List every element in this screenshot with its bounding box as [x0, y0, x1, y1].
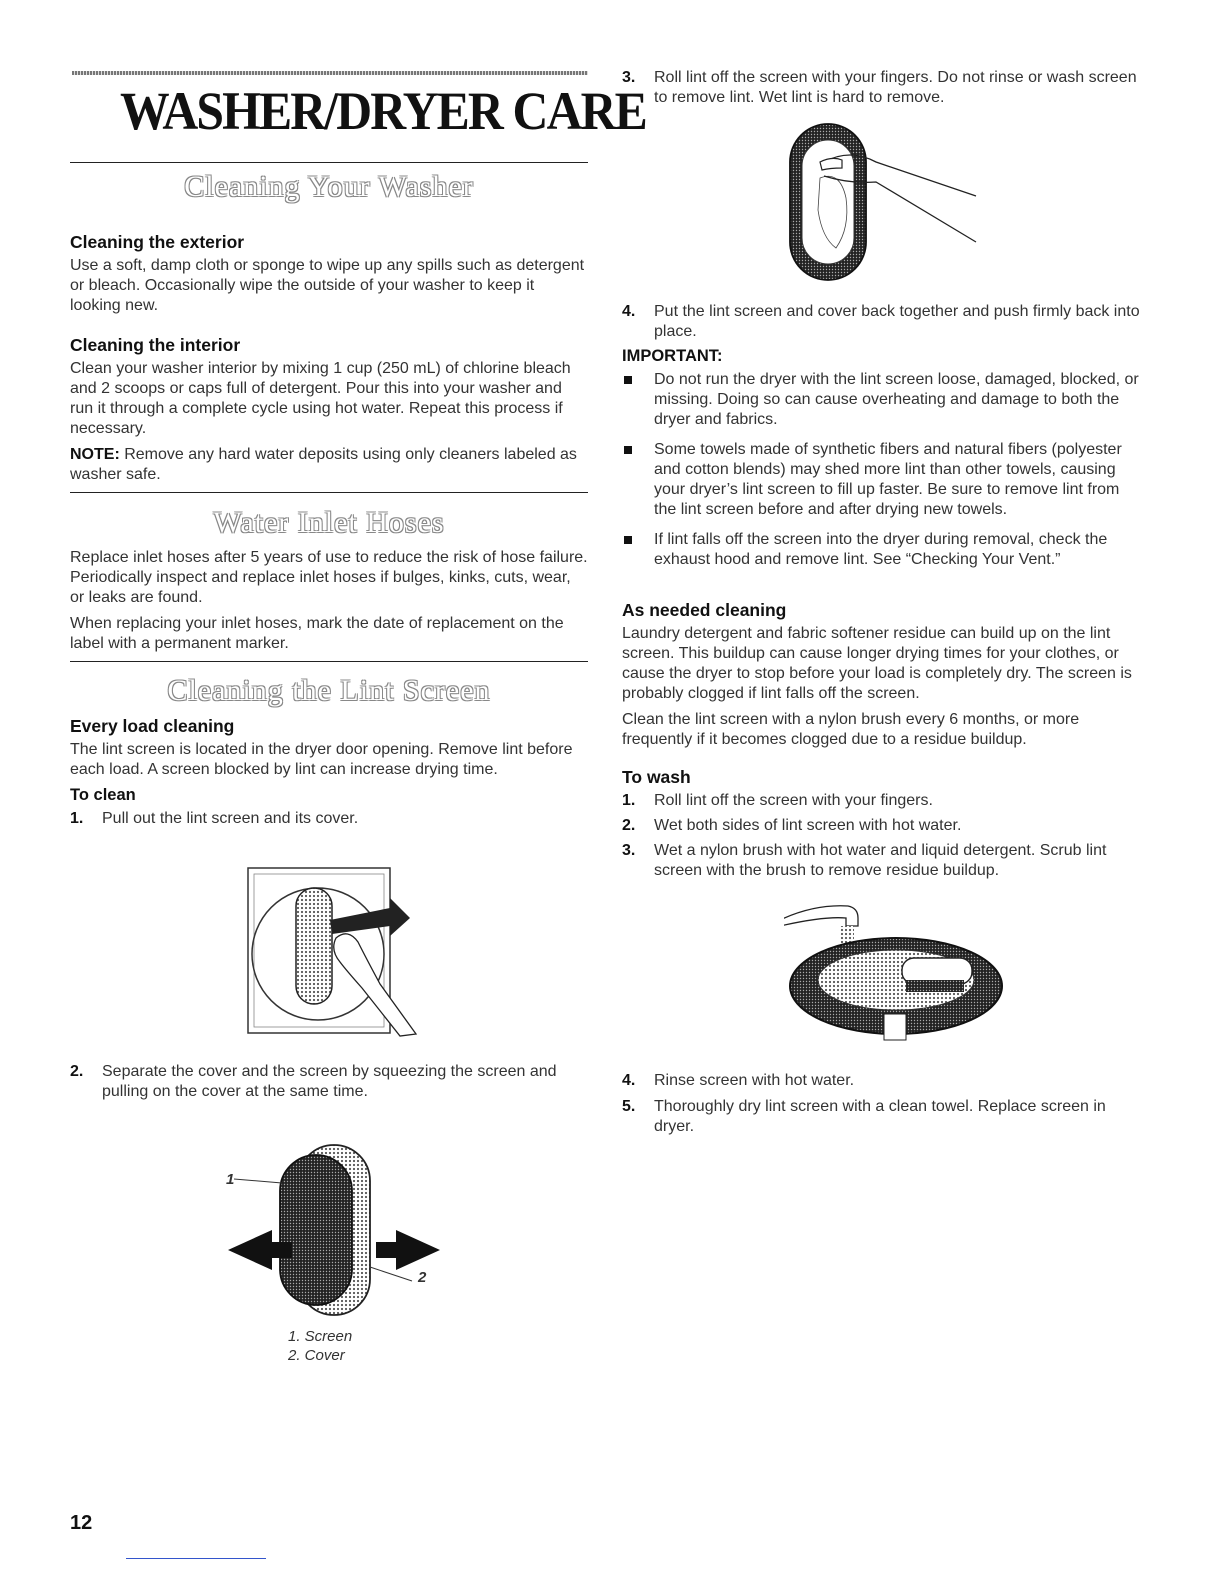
divider	[70, 492, 588, 493]
callout-1: 1	[226, 1171, 235, 1188]
bullet-icon	[624, 446, 632, 454]
step2-block	[70, 1062, 588, 1102]
caption-screen: 1. Screen	[288, 1328, 353, 1345]
list-item: 4. Rinse screen with hot water.	[622, 1072, 855, 1089]
to-wash-steps	[622, 791, 1142, 881]
list-item: 5. Thoroughly dry lint screen with a clean towel. Replace screen in dryer.	[622, 1098, 1106, 1135]
list-item: Do not run the dryer with the lint screen loose, damaged, blocked, or missing. Doing so can cause overheating and damage to both the dryer and fabrics.	[622, 370, 1142, 430]
as-needed-heading: As needed cleaning	[622, 600, 787, 620]
every-load-block	[70, 716, 588, 829]
scrub-screen-illustration	[784, 896, 1010, 1046]
step4-block	[622, 302, 1142, 580]
section-title-lint: Cleaning the Lint Screen	[167, 674, 491, 707]
exterior-text: Use a soft, damp cloth or sponge to wipe up any spills such as detergent or bleach. Occasionally wipe the outside of your washer to keep it looking new.	[70, 257, 585, 314]
bullet-icon	[624, 536, 632, 544]
important-list	[622, 370, 1142, 570]
exterior-heading: Cleaning the exterior	[70, 232, 245, 252]
to-clean-heading: To clean	[70, 786, 136, 804]
bullet-icon	[624, 376, 632, 384]
pull-lint-screen-illustration	[240, 862, 430, 1042]
to-wash-heading: To wash	[622, 767, 691, 787]
important-label: IMPORTANT:	[622, 347, 723, 365]
hoses-block	[70, 548, 588, 654]
footer-rule	[126, 1558, 266, 1559]
to-wash-block	[622, 767, 1142, 881]
list-item: 4. Put the lint screen and cover back together and push firmly back into place.	[622, 303, 1140, 340]
list-item: Some towels made of synthetic fibers and natural fibers (polyester and cotton blends) may shed more lint than other towels, causing your dryer’s lint screen to fill up faster. Be sure to remove lint from the lint screen before and after drying new towels.	[622, 440, 1142, 520]
interior-heading: Cleaning the interior	[70, 335, 241, 355]
as-needed-text-2: Clean the lint screen with a nylon brush every 6 months, or more frequently if it becomes clogged due to a residue buildup.	[622, 711, 1080, 748]
to-clean-steps	[70, 809, 588, 829]
as-needed-block	[622, 600, 1142, 750]
interior-text: Clean your washer interior by mixing 1 cup (250 mL) of chlorine bleach and 2 scoops or caps full of detergent. Pour this into your washer and run it through a complete cycle using hot water. Repeat this process if necessary.	[70, 360, 571, 437]
section-title-washer: Cleaning Your Washer	[184, 170, 474, 203]
every-load-text: The lint screen is located in the dryer door opening. Remove lint before each load. A screen blocked by lint can increase drying time.	[70, 741, 573, 778]
note-label: NOTE:	[70, 446, 120, 463]
hoses-text-1: Replace inlet hoses after 5 years of use to reduce the risk of hose failure. Periodically inspect and replace inlet hoses if bulges, kinks, cuts, wear, or leaks are found.	[70, 549, 588, 606]
interior-block	[70, 335, 588, 485]
list-item: If lint falls off the screen into the dryer during removal, check the exhaust hood and remove lint. See “Checking Your Vent.”	[622, 530, 1142, 570]
note-text: Remove any hard water deposits using only cleaners labeled as washer safe.	[70, 446, 577, 483]
to-clean-steps	[70, 1062, 588, 1102]
page-title: WASHER/DRYER CARE	[120, 81, 646, 141]
list-item: 1. Roll lint off the screen with your fingers.	[622, 792, 933, 809]
hoses-text-2: When replacing your inlet hoses, mark the date of replacement on the label with a permanent marker.	[70, 615, 564, 652]
roll-lint-illustration	[780, 118, 990, 286]
caption-cover: 2. Cover	[288, 1347, 345, 1364]
page-number: 12	[70, 1512, 93, 1534]
to-wash-more-block	[622, 1071, 1142, 1137]
divider	[70, 162, 588, 163]
list-item: 3. Roll lint off the screen with your fingers. Do not rinse or wash screen to remove lint. Wet lint is hard to remove.	[622, 69, 1137, 106]
as-needed-text-1: Laundry detergent and fabric softener residue can build up on the lint screen. This buildup can cause longer drying times for your clothes, or cause the dryer to stop before your load is completely dry. The screen is probably clogged if lint falls off the screen.	[622, 625, 1132, 702]
section-title-hoses: Water Inlet Hoses	[213, 506, 445, 539]
interior-note	[70, 445, 588, 485]
title-decorative-bar	[72, 71, 588, 75]
every-load-heading: Every load cleaning	[70, 716, 235, 736]
step3-block	[622, 68, 1142, 108]
divider	[70, 661, 588, 662]
separate-screen-illustration	[220, 1135, 450, 1330]
list-item: 2. Wet both sides of lint screen with hot water.	[622, 817, 962, 834]
to-clean-steps	[622, 68, 1142, 108]
to-wash-steps	[622, 1071, 1142, 1137]
list-item: 3. Wet a nylon brush with hot water and liquid detergent. Scrub lint screen with the brush to remove residue buildup.	[622, 842, 1107, 879]
callout-2: 2	[418, 1269, 427, 1286]
exterior-block	[70, 232, 588, 316]
list-item: 1. Pull out the lint screen and its cover.	[70, 810, 359, 827]
to-clean-steps	[622, 302, 1142, 342]
list-item: 2. Separate the cover and the screen by squeezing the screen and pulling on the cover at the same time.	[70, 1063, 557, 1100]
